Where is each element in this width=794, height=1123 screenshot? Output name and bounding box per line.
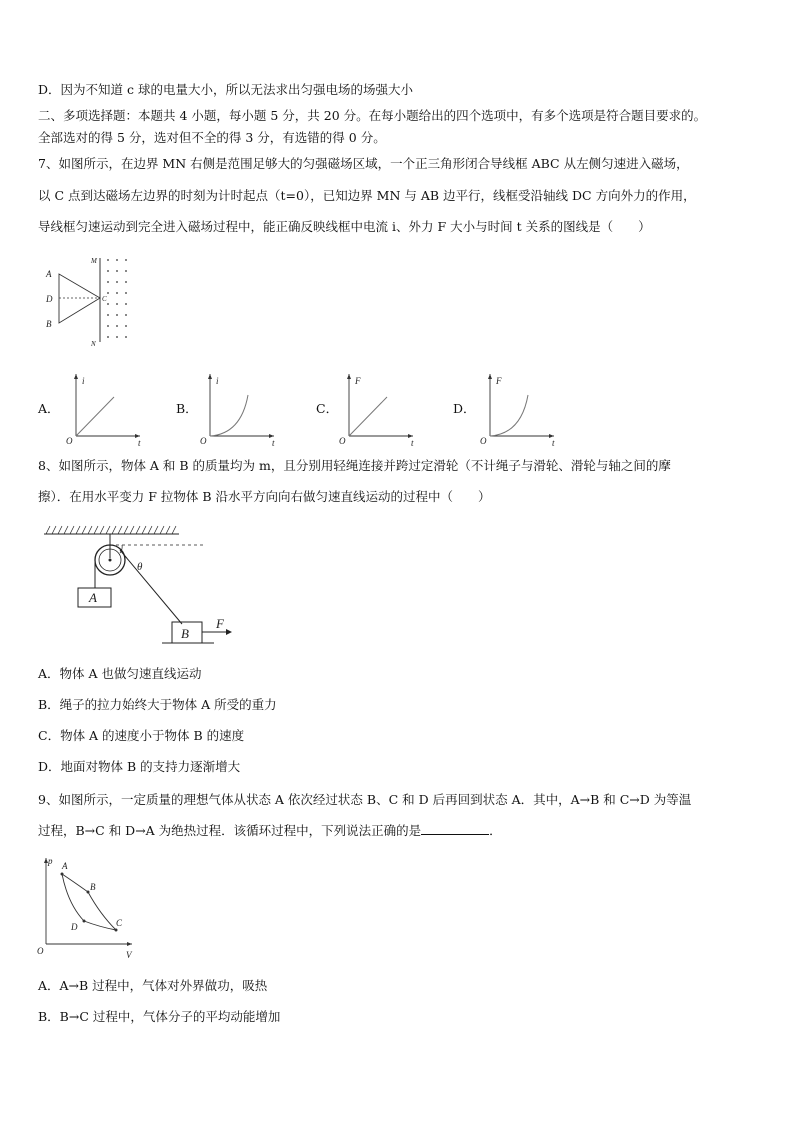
q7-d-y-label: F — [496, 376, 502, 386]
q6-option-d: D．因为不知道 c 球的电量大小，所以无法求出匀强电场的场强大小 — [38, 82, 413, 97]
q8-stem-line1: 8、如图所示，物体 A 和 B 的质量均为 m，且分别用轻绳连接并跨过定滑轮（不计绳子与滑轮、滑轮与轴之间的摩 — [38, 458, 671, 473]
q9-label-d: D — [71, 922, 78, 932]
q7-a-x-label: t — [138, 438, 141, 448]
q7-c-origin: O — [339, 436, 346, 446]
q7-label-n: N — [91, 340, 96, 348]
q8-label-theta: θ — [137, 561, 143, 573]
q8-option-c: C．物体 A 的速度小于物体 B 的速度 — [38, 728, 245, 743]
q8-label-a: A — [89, 590, 97, 605]
q8-label-f: F — [216, 616, 224, 631]
q9-label-o: O — [37, 946, 44, 956]
answer-blank — [421, 823, 489, 835]
q7-label-a: A — [46, 269, 52, 279]
q9-stem-line1: 9、如图所示，一定质量的理想气体从状态 A 依次经过状态 B、C 和 D 后再回到状态 A．其中，A→B 和 C→D 为等温 — [38, 792, 692, 807]
q7-label-d: D — [46, 294, 53, 304]
q9-stem-line2 — [38, 823, 502, 839]
q8-figure-pulley — [44, 522, 224, 647]
q7-option-b-label: B． — [176, 401, 198, 416]
q7-option-b-graph — [196, 370, 286, 448]
q7-b-y-label: i — [216, 376, 219, 386]
q7-option-a-graph — [62, 370, 152, 448]
q8-option-b: B．绳子的拉力始终大于物体 A 所受的重力 — [38, 697, 277, 712]
q7-label-m: M — [91, 257, 97, 265]
q7-a-origin: O — [66, 436, 73, 446]
q9-label-a: A — [62, 861, 68, 871]
q8-label-b: B — [181, 626, 189, 641]
q7-a-y-label: i — [82, 376, 85, 386]
q9-stem-line2-end: ． — [489, 823, 502, 838]
q7-option-c-label: C． — [316, 401, 339, 416]
q9-label-v: V — [126, 950, 132, 960]
q7-label-b: B — [46, 319, 52, 329]
q8-option-d: D．地面对物体 B 的支持力逐渐增大 — [38, 759, 241, 774]
q7-c-x-label: t — [411, 438, 414, 448]
q9-option-b: B．B→C 过程中，气体分子的平均动能增加 — [38, 1009, 281, 1024]
q9-label-c: C — [116, 918, 123, 928]
q7-c-y-label: F — [355, 376, 361, 386]
section2-heading-line1: 二、多项选择题：本题共 4 小题，每小题 5 分，共 20 分。在每小题给出的四个选项中，有多个选项是符合题目要求的。 — [38, 108, 707, 123]
q7-b-origin: O — [200, 436, 207, 446]
q7-option-d-label: D． — [453, 401, 476, 416]
q8-option-a: A．物体 A 也做匀速直线运动 — [38, 666, 202, 681]
q7-d-origin: O — [480, 436, 487, 446]
q7-figure-triangle-field — [40, 250, 140, 350]
q9-figure-pv-diagram — [34, 852, 144, 962]
q7-d-x-label: t — [552, 438, 555, 448]
q7-option-c-graph — [335, 370, 425, 448]
q9-label-p: p — [48, 856, 53, 866]
q7-stem-line2: 以 C 点到达磁场左边界的时刻为计时起点（t=0），已知边界 MN 与 AB 边平行，线框受沿轴线 DC 方向外力的作用， — [38, 188, 696, 203]
q8-stem-line2: 擦）．在用水平变力 F 拉物体 B 沿水平方向向右做匀速直线运动的过程中（ ） — [38, 489, 491, 504]
q7-option-d-graph — [476, 370, 566, 448]
q9-option-a: A．A→B 过程中，气体对外界做功，吸热 — [38, 978, 268, 993]
q7-option-a-label: A． — [38, 401, 60, 416]
q9-stem-line2-text: 过程，B→C 和 D→A 为绝热过程．该循环过程中，下列说法正确的是 — [38, 823, 422, 838]
q7-label-c: C — [102, 295, 107, 303]
q7-stem-line3: 导线框匀速运动到完全进入磁场过程中，能正确反映线框中电流 i、外力 F 大小与时间 t 关系的图线是（ ） — [38, 219, 651, 234]
q9-label-b: B — [90, 882, 96, 892]
section2-heading-line2: 全部选对的得 5 分，选对但不全的得 3 分，有选错的得 0 分。 — [38, 130, 386, 145]
q7-stem-line1: 7、如图所示，在边界 MN 右侧是范围足够大的匀强磁场区域，一个正三角形闭合导线框 ABC 从左侧匀速进入磁场， — [38, 156, 689, 171]
q7-b-x-label: t — [272, 438, 275, 448]
